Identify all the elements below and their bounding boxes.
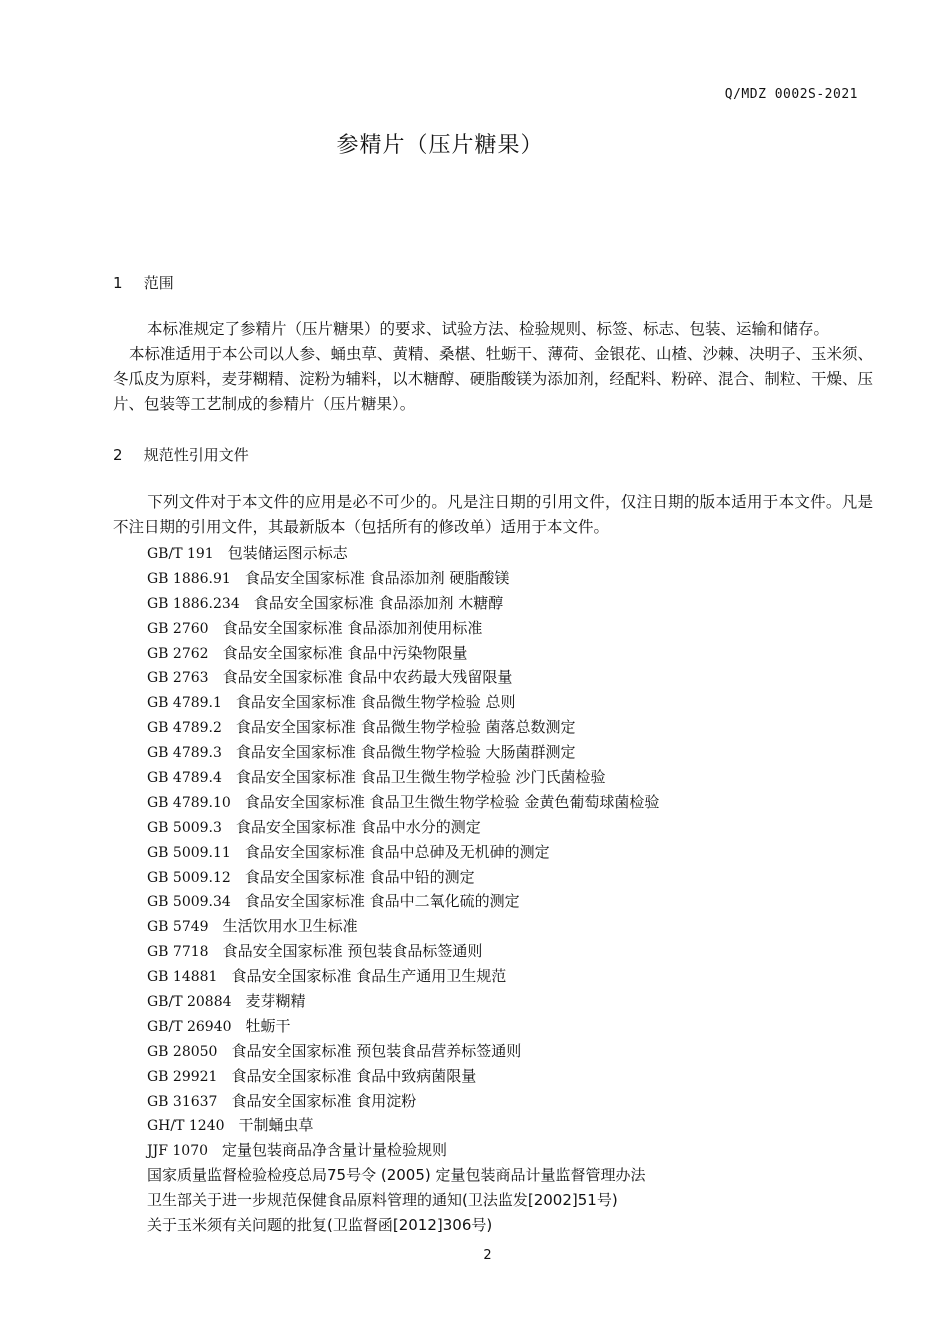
reference-item <box>147 989 867 1014</box>
reference-item <box>147 840 867 865</box>
reference-code: GB 1886.91 <box>147 570 231 587</box>
reference-code: GB 4789.3 <box>147 745 222 762</box>
reference-title: 食品安全国家标准 食品中农药最大残留限量 <box>222 668 513 687</box>
reference-code: GB 14881 <box>147 969 218 986</box>
reference-title: 食品安全国家标准 食品中铅的测定 <box>244 867 475 886</box>
reference-title: 关于玉米须有关问题的批复(卫监督函[2012]306号) <box>147 1216 493 1235</box>
reference-code: GB/T 191 <box>147 546 214 562</box>
reference-title: 包装储运图示标志 <box>227 544 348 562</box>
reference-code: GB 28050 <box>147 1043 218 1060</box>
reference-code: GB 2762 <box>147 645 209 662</box>
refs-intro-text: 下列文件对于本文件的应用是必不可少的。凡是注日期的引用文件，仅注日期的版本适用于本文件。凡是不注日期的引用文件，其最新版本（包括所有的修改单）适用于本文件。 <box>113 493 873 536</box>
reference-title: 食品安全国家标准 食品卫生微生物学检验 金黄色葡萄球菌检验 <box>244 792 660 811</box>
scope-text-1: 本标准规定了参精片（压片糖果）的要求、试验方法、检验规则、标签、标志、包装、运输和储存。 <box>147 320 830 338</box>
standard-code: Q/MDZ 0002S-2021 <box>724 87 858 102</box>
reference-code: GB/T 26940 <box>147 1018 232 1035</box>
reference-code: GB 4789.10 <box>147 794 231 811</box>
reference-title: 食品安全国家标准 食品中二氧化硫的测定 <box>244 892 520 911</box>
reference-item <box>147 889 867 914</box>
reference-title: 食品安全国家标准 食用淀粉 <box>231 1091 417 1110</box>
reference-list <box>147 541 867 1238</box>
reference-item <box>147 591 867 616</box>
section-title: 规范性引用文件 <box>143 446 249 464</box>
reference-code: GB 2763 <box>147 670 209 687</box>
reference-title: 干制蛹虫草 <box>238 1116 314 1135</box>
reference-title: 定量包装商品净含量计量检验规则 <box>222 1141 448 1160</box>
reference-code: GB 5009.3 <box>147 819 222 836</box>
reference-title: 食品安全国家标准 食品添加剂使用标准 <box>222 618 483 637</box>
reference-item <box>147 1213 867 1238</box>
reference-item <box>147 690 867 715</box>
reference-item <box>147 1138 867 1163</box>
scope-text-2: 本标准适用于本公司以人参、蛹虫草、黄精、桑椹、牡蛎干、薄荷、金银花、山楂、沙棘、决明子、玉米须、冬瓜皮为原料，麦芽糊精、淀粉为辅料，以木糖醇、硬脂酸镁为添加剂，经配料、粉碎、混合、制粒、干燥、压片、包装等工艺制成的参精片（压片糖果）。 <box>113 345 874 413</box>
refs-intro-paragraph <box>113 490 873 540</box>
reference-title: 卫生部关于进一步规范保健食品原料管理的通知(卫法监发[2002]51号) <box>147 1191 618 1210</box>
reference-item <box>147 1188 867 1213</box>
section-heading-refs <box>113 444 249 465</box>
reference-title: 食品安全国家标准 食品添加剂 木糖醇 <box>253 593 504 612</box>
reference-code: GB 7718 <box>147 944 209 961</box>
reference-code: GH/T 1240 <box>147 1118 225 1135</box>
section-number: 2 <box>113 446 123 464</box>
reference-item <box>147 815 867 840</box>
reference-code: JJF 1070 <box>147 1143 209 1160</box>
reference-code: GB 1886.234 <box>147 595 240 612</box>
reference-code: GB 5009.34 <box>147 894 231 911</box>
reference-item <box>147 865 867 890</box>
reference-title: 生活饮用水卫生标准 <box>222 917 358 936</box>
reference-item <box>147 790 867 815</box>
reference-item <box>147 1089 867 1114</box>
reference-code: GB 5009.11 <box>147 844 231 861</box>
reference-item <box>147 914 867 939</box>
reference-title: 食品安全国家标准 食品生产通用卫生规范 <box>231 967 507 986</box>
reference-code: GB 2760 <box>147 620 209 637</box>
reference-item <box>147 740 867 765</box>
scope-paragraph-2 <box>113 342 873 417</box>
reference-item <box>147 1064 867 1089</box>
reference-item <box>147 616 867 641</box>
reference-code: GB/T 20884 <box>147 994 232 1011</box>
reference-item <box>147 1014 867 1039</box>
reference-code: GB 5009.12 <box>147 869 231 886</box>
reference-title: 食品安全国家标准 食品中总砷及无机砷的测定 <box>244 842 550 861</box>
reference-item <box>147 1113 867 1138</box>
reference-item <box>147 939 867 964</box>
reference-title: 食品安全国家标准 食品微生物学检验 菌落总数测定 <box>235 718 576 737</box>
reference-code: GB 4789.4 <box>147 770 222 787</box>
reference-item <box>147 665 867 690</box>
reference-item <box>147 641 867 666</box>
reference-item <box>147 541 867 566</box>
reference-title: 麦芽糊精 <box>245 992 306 1011</box>
reference-title: 食品安全国家标准 食品中水分的测定 <box>235 817 481 836</box>
section-number: 1 <box>113 274 123 292</box>
reference-title: 食品安全国家标准 食品微生物学检验 总则 <box>235 693 516 712</box>
reference-title: 食品安全国家标准 预包装食品标签通则 <box>222 942 483 961</box>
reference-item <box>147 715 867 740</box>
reference-title: 食品安全国家标准 预包装食品营养标签通则 <box>231 1041 522 1060</box>
reference-item <box>147 765 867 790</box>
section-heading-scope <box>113 272 174 293</box>
reference-item <box>147 1163 867 1188</box>
reference-title: 国家质量监督检验检疫总局75号令 (2005) 定量包装商品计量监督管理办法 <box>147 1166 646 1185</box>
reference-code: GB 31637 <box>147 1093 218 1110</box>
section-title: 范围 <box>143 274 174 292</box>
reference-title: 牡蛎干 <box>245 1016 291 1035</box>
reference-title: 食品安全国家标准 食品添加剂 硬脂酸镁 <box>244 568 510 587</box>
reference-title: 食品安全国家标准 食品卫生微生物学检验 沙门氏菌检验 <box>235 768 606 787</box>
reference-code: GB 5749 <box>147 919 209 936</box>
reference-item <box>147 566 867 591</box>
reference-item <box>147 964 867 989</box>
reference-code: GB 4789.2 <box>147 720 222 737</box>
document-title: 参精片（压片糖果） <box>336 133 544 158</box>
page-number: 2 <box>483 1248 492 1263</box>
reference-item <box>147 1039 867 1064</box>
reference-code: GB 29921 <box>147 1068 218 1085</box>
reference-title: 食品安全国家标准 食品微生物学检验 大肠菌群测定 <box>235 743 576 762</box>
scope-paragraph-1 <box>113 317 873 342</box>
reference-title: 食品安全国家标准 食品中污染物限量 <box>222 643 468 662</box>
reference-code: GB 4789.1 <box>147 695 222 712</box>
reference-title: 食品安全国家标准 食品中致病菌限量 <box>231 1066 477 1085</box>
